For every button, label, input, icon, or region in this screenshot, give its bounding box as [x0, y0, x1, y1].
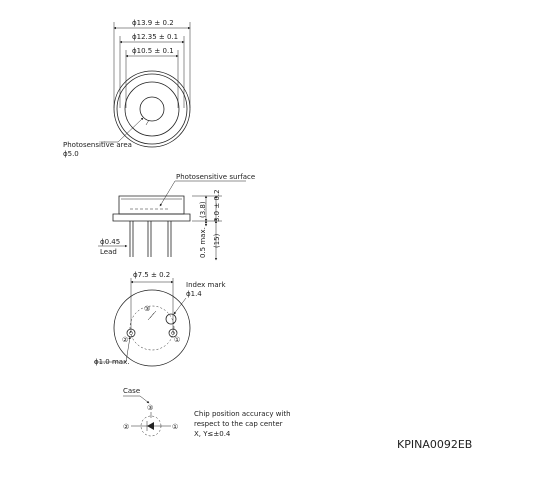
pitch-dim: ϕ7.5 ± 0.2: [133, 271, 171, 279]
hole-dim: ϕ1.0 max.: [94, 358, 130, 366]
bottom-pin-1: ①: [174, 336, 181, 344]
top-dim-outer: ϕ13.9 ± 0.2: [132, 19, 174, 27]
circuit-pin-2: ②: [123, 423, 130, 431]
photosensitive-surface-label: Photosensitive surface: [176, 173, 256, 181]
top-view: [63, 19, 190, 158]
bottom-view: [94, 271, 226, 366]
top-dim-mid: ϕ12.35 ± 0.1: [132, 33, 179, 41]
photosensitive-area-dim: ϕ5.0: [63, 150, 79, 158]
dim-3-8: (3.8): [199, 201, 207, 218]
photosensitive-surface-leader: [160, 181, 175, 206]
bottom-outer-circle: [114, 290, 190, 366]
pitch-circle: [130, 306, 174, 350]
circuit-pin-1: ①: [172, 423, 179, 431]
circuit-pin-3: ③: [147, 404, 154, 412]
drawing-code: KPINA0092EB: [397, 438, 473, 451]
lead-label: Lead: [100, 248, 117, 256]
note-line-3: X, Y≤±0.4: [194, 430, 231, 438]
bottom-pin-3: ③: [144, 305, 151, 313]
side-view: [98, 173, 255, 260]
index-mark: [166, 314, 176, 324]
dim-max: 0.5 max.: [199, 227, 207, 258]
chip-position-note: [194, 410, 291, 438]
bottom-pin-2: ②: [122, 336, 129, 344]
top-flange-circle: [117, 74, 187, 144]
lead-dim: ϕ0.45: [100, 238, 121, 246]
top-dim-inner: ϕ10.5 ± 0.1: [132, 47, 174, 55]
note-line-1: Chip position accuracy with: [194, 410, 291, 418]
leads: [130, 221, 171, 257]
top-cap-circle: [125, 82, 179, 136]
flange: [113, 214, 190, 221]
cap-body: [119, 196, 184, 214]
note-line-2: respect to the cap center: [194, 420, 283, 428]
index-mark-label: Index mark: [186, 281, 226, 289]
dim-height: 3.0 ± 0.2: [213, 189, 221, 222]
photosensitive-area-label: Photosensitive area: [63, 141, 132, 149]
top-index-tick: [146, 120, 149, 125]
index-mark-dim: ϕ1.4: [186, 290, 202, 298]
photosensitive-area-circle: [140, 97, 164, 121]
photodiode-symbol: [147, 422, 154, 430]
case-label: Case: [123, 387, 141, 395]
dim-lead-length: (15): [213, 233, 221, 248]
circuit-symbol: [123, 387, 178, 436]
